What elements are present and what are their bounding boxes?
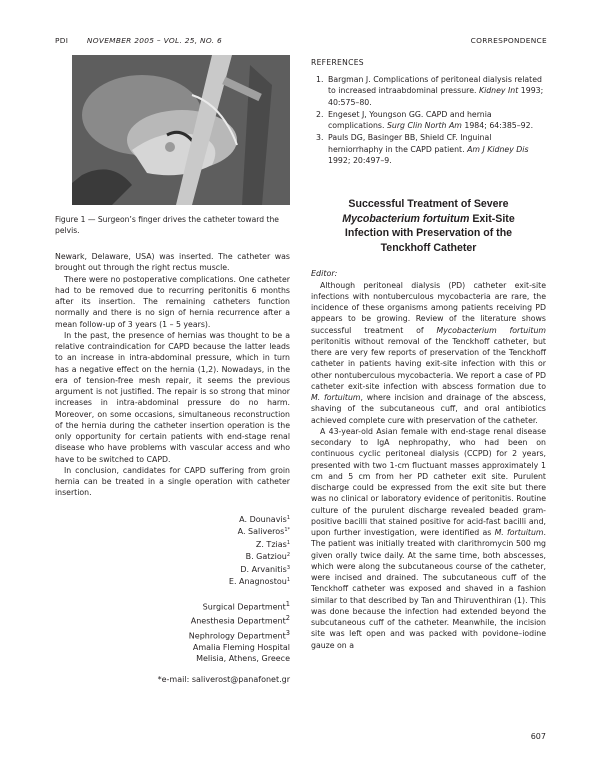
body-paragraph: Although peritoneal dialysis (PD) catheter exit-site infections with nontuberculous mycobacteria are rare, the incidence of these organisms among patients receiving PD appears to be growing. Review of the literature shows successful treatment of Mycobacterium fortuitum peritonitis without removal of the Tenckhoff catheter, but there are very few reports of preservation of the Tenckhoff catheter in patients having exit-site infection with this or other nontuberculous mycobacteria. We report a case of PD catheter exit-site infection with abscess formation due to M. fortuitum, where incision and drainage of the abscess, shaving of the subcutaneous cuff, and oral antibiotics achieved complete cure with preservation of the catheter. <box>311 280 546 425</box>
issue-info: NOVEMBER 2005 – VOL. 25, NO. 6 <box>86 36 223 45</box>
author-list <box>55 513 290 589</box>
author-line: A. Dounavis$^1$ <box>239 514 290 524</box>
body-paragraph: In conclusion, candidates for CAPD suffering from groin hernia can be treated in a single operation with catheter insertion. <box>55 465 290 498</box>
affiliation-line: Amalia Fleming Hospital <box>192 642 290 652</box>
journal-abbrev: PDI <box>55 36 69 45</box>
article-title: Successful Treatment of Severe Mycobacterium fortuitum Exit-Site Infection with Preservation of the Tenckhoff Catheter <box>342 198 515 254</box>
author-line: A. Saliveros$^{1*}$ <box>237 527 290 537</box>
left-column <box>55 55 290 684</box>
author-line: E. Anagnostou$^1$ <box>228 577 290 587</box>
surgery-photo-graphic <box>72 55 290 205</box>
affiliation-line: Nephrology Department$^3$ <box>188 628 290 641</box>
reference-item: 3. Pauls DG, Basinger BB, Shield CF. Inguinal herniorrhaphy in the CAPD patient. Am J Kidney Dis 1992; 20:497–9. <box>316 133 529 165</box>
running-header <box>55 36 547 48</box>
affiliation-line: Anesthesia Department$^2$ <box>190 614 290 626</box>
figure-caption: Figure 1 — Surgeon’s finger drives the catheter toward the pelvis. <box>55 215 279 235</box>
body-paragraph: A 43-year-old Asian female with end-stage renal disease secondary to IgA nephropathy, who had been on continuous cyclic peritoneal dialysis (CCPD) for 2 years, presented with two 1-cm fluctuant masses approximately 1 cm and 5 cm from her PD catheter exit site. Purulent discharge could be expressed from the exit site but there was no clinical or laboratory evidence of peritonitis. Routine culture of the purulent discharge revealed beaded gram-positive bacilli that stained positive for acid-fast bacilli and, upon further investigation, were identified as M. fortuitum. The patient was initially treated with clarithromycin 500 mg given orally twice daily. At the same time, both abscesses, which were along the subcutaneous course of the catheter, were incised and drained. The subcutaneous cuff of the Tenckhoff catheter was exposed and shaved in a fashion similar to that described by Tan and Thiruventhiran (1). This was done because the infection had extended beyond the subcutaneous cuff of the catheter. Meanwhile, the incision site was left open and was packed with povidone–iodine gauze on a <box>311 426 547 650</box>
body-paragraph: Newark, Delaware, USA) was inserted. The catheter was brought out through the right rectus muscle. <box>55 252 290 273</box>
affiliation-list <box>55 599 290 665</box>
author-line: D. Arvanitis$^3$ <box>240 564 290 574</box>
section-label: CORRESPONDENCE <box>470 36 547 45</box>
figure-1-photo <box>72 55 290 205</box>
right-column <box>311 55 546 651</box>
author-line: B. Gatziou$^2$ <box>245 552 290 562</box>
contact-email[interactable]: *e-mail: saliverost@panafonet.gr <box>157 675 290 684</box>
reference-item: 1. Bargman J. Complications of peritoneal dialysis related to increased intraabdominal pressure. Kidney Int 1993; 40:575–80. <box>316 75 544 107</box>
header-left <box>55 36 222 45</box>
left-body-text <box>55 251 290 499</box>
references-heading: REFERENCES <box>311 58 364 67</box>
affiliation-line: Surgical Department$^1$ <box>202 600 290 612</box>
salutation: Editor: <box>311 269 338 279</box>
author-line: Z. Tzias$^1$ <box>255 539 290 549</box>
reference-item: 2. Engeset J, Youngson GG. CAPD and hernia complications. Surg Clin North Am 1984; 64:385–92. <box>316 109 534 130</box>
reference-list <box>311 74 546 166</box>
body-paragraph: In the past, the presence of hernias was thought to be a relative contraindication for CAPD because the latter leads to an increase in intra-abdominal pressure, which in turn has a negative effect on the hernia (1,2). Nowadays, in the era of tension-free mesh repair, it seems the previous argument is not justified. The repair is so strong that minor increases in intra-abdominal pressure do no harm. Moreover, on some occasions, simultaneous reconstruction of the hernia during the catheter insertion operation is the only opportunity for certain patients with end-stage renal disease who have problems with vascular access and who have to be switched to CAPD. <box>55 330 290 464</box>
page-number: 607 <box>530 732 546 741</box>
affiliation-line: Melisia, Athens, Greece <box>196 654 290 664</box>
right-body-text <box>311 280 546 651</box>
body-paragraph: There were no postoperative complications. One catheter had to be removed due to recurring peritonitis 6 months after its insertion. The remaining catheters function normally and there is no sign of hernia recurrence after a mean follow-up of 3 years (1 – 5 years). <box>55 274 290 329</box>
